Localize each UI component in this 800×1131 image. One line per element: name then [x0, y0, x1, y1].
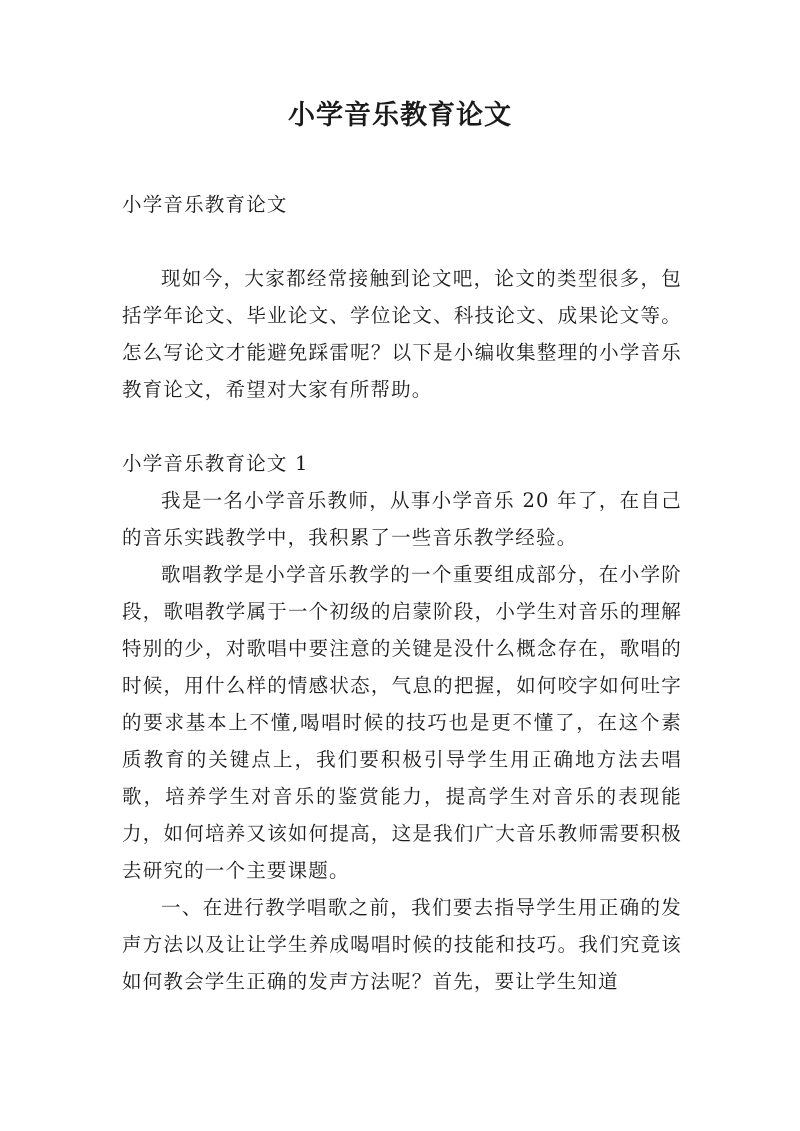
body-paragraph: 歌唱教学是小学音乐教学的一个重要组成部分，在小学阶段，歌唱教学属于一个初级的启蒙阶段，小学生对音乐的理解特别的少，对歌唱中要注意的关键是没什么概念存在，歌唱的时候，用什么样的情感状态，气息的把握，如何咬字如何吐字的要求基本上不懂,喝唱时候的技巧也是更不懂了，在这个素质教育的关键点上，我们要积极引导学生用正确地方法去唱歌，培养学生对音乐的鉴赏能力，提高学生对音乐的表现能力，如何培养又该如何提高，这是我们广大音乐教师需要积极去研究的一个主要课题。 [122, 563, 682, 882]
body-paragraph: 一、在进行教学唱歌之前，我们要去指导学生用正确的发声方法以及让让学生养成喝唱时候的技能和技巧。我们究竟该如何教会学生正确的发声方法呢？首先，要让学生知道 [122, 896, 682, 993]
section-heading: 小学音乐教育论文 1 [122, 452, 309, 475]
intro-paragraph: 现如今，大家都经常接触到论文吧，论文的类型很多，包括学年论文、毕业论文、学位论文、科技论文、成果论文等。怎么写论文才能避免踩雷呢？以下是小编收集整理的小学音乐教育论文，希望对大家有所帮助。 [122, 267, 682, 401]
document-body [122, 186, 682, 1000]
spacer [122, 408, 682, 445]
body-paragraph: 我是一名小学音乐教师，从事小学音乐 20 年了，在自己的音乐实践教学中，我积累了一些音乐教学经验。 [122, 489, 682, 549]
document-title: 小学音乐教育论文 [288, 100, 512, 131]
document-subtitle: 小学音乐教育论文 [122, 193, 288, 216]
spacer [122, 223, 682, 260]
